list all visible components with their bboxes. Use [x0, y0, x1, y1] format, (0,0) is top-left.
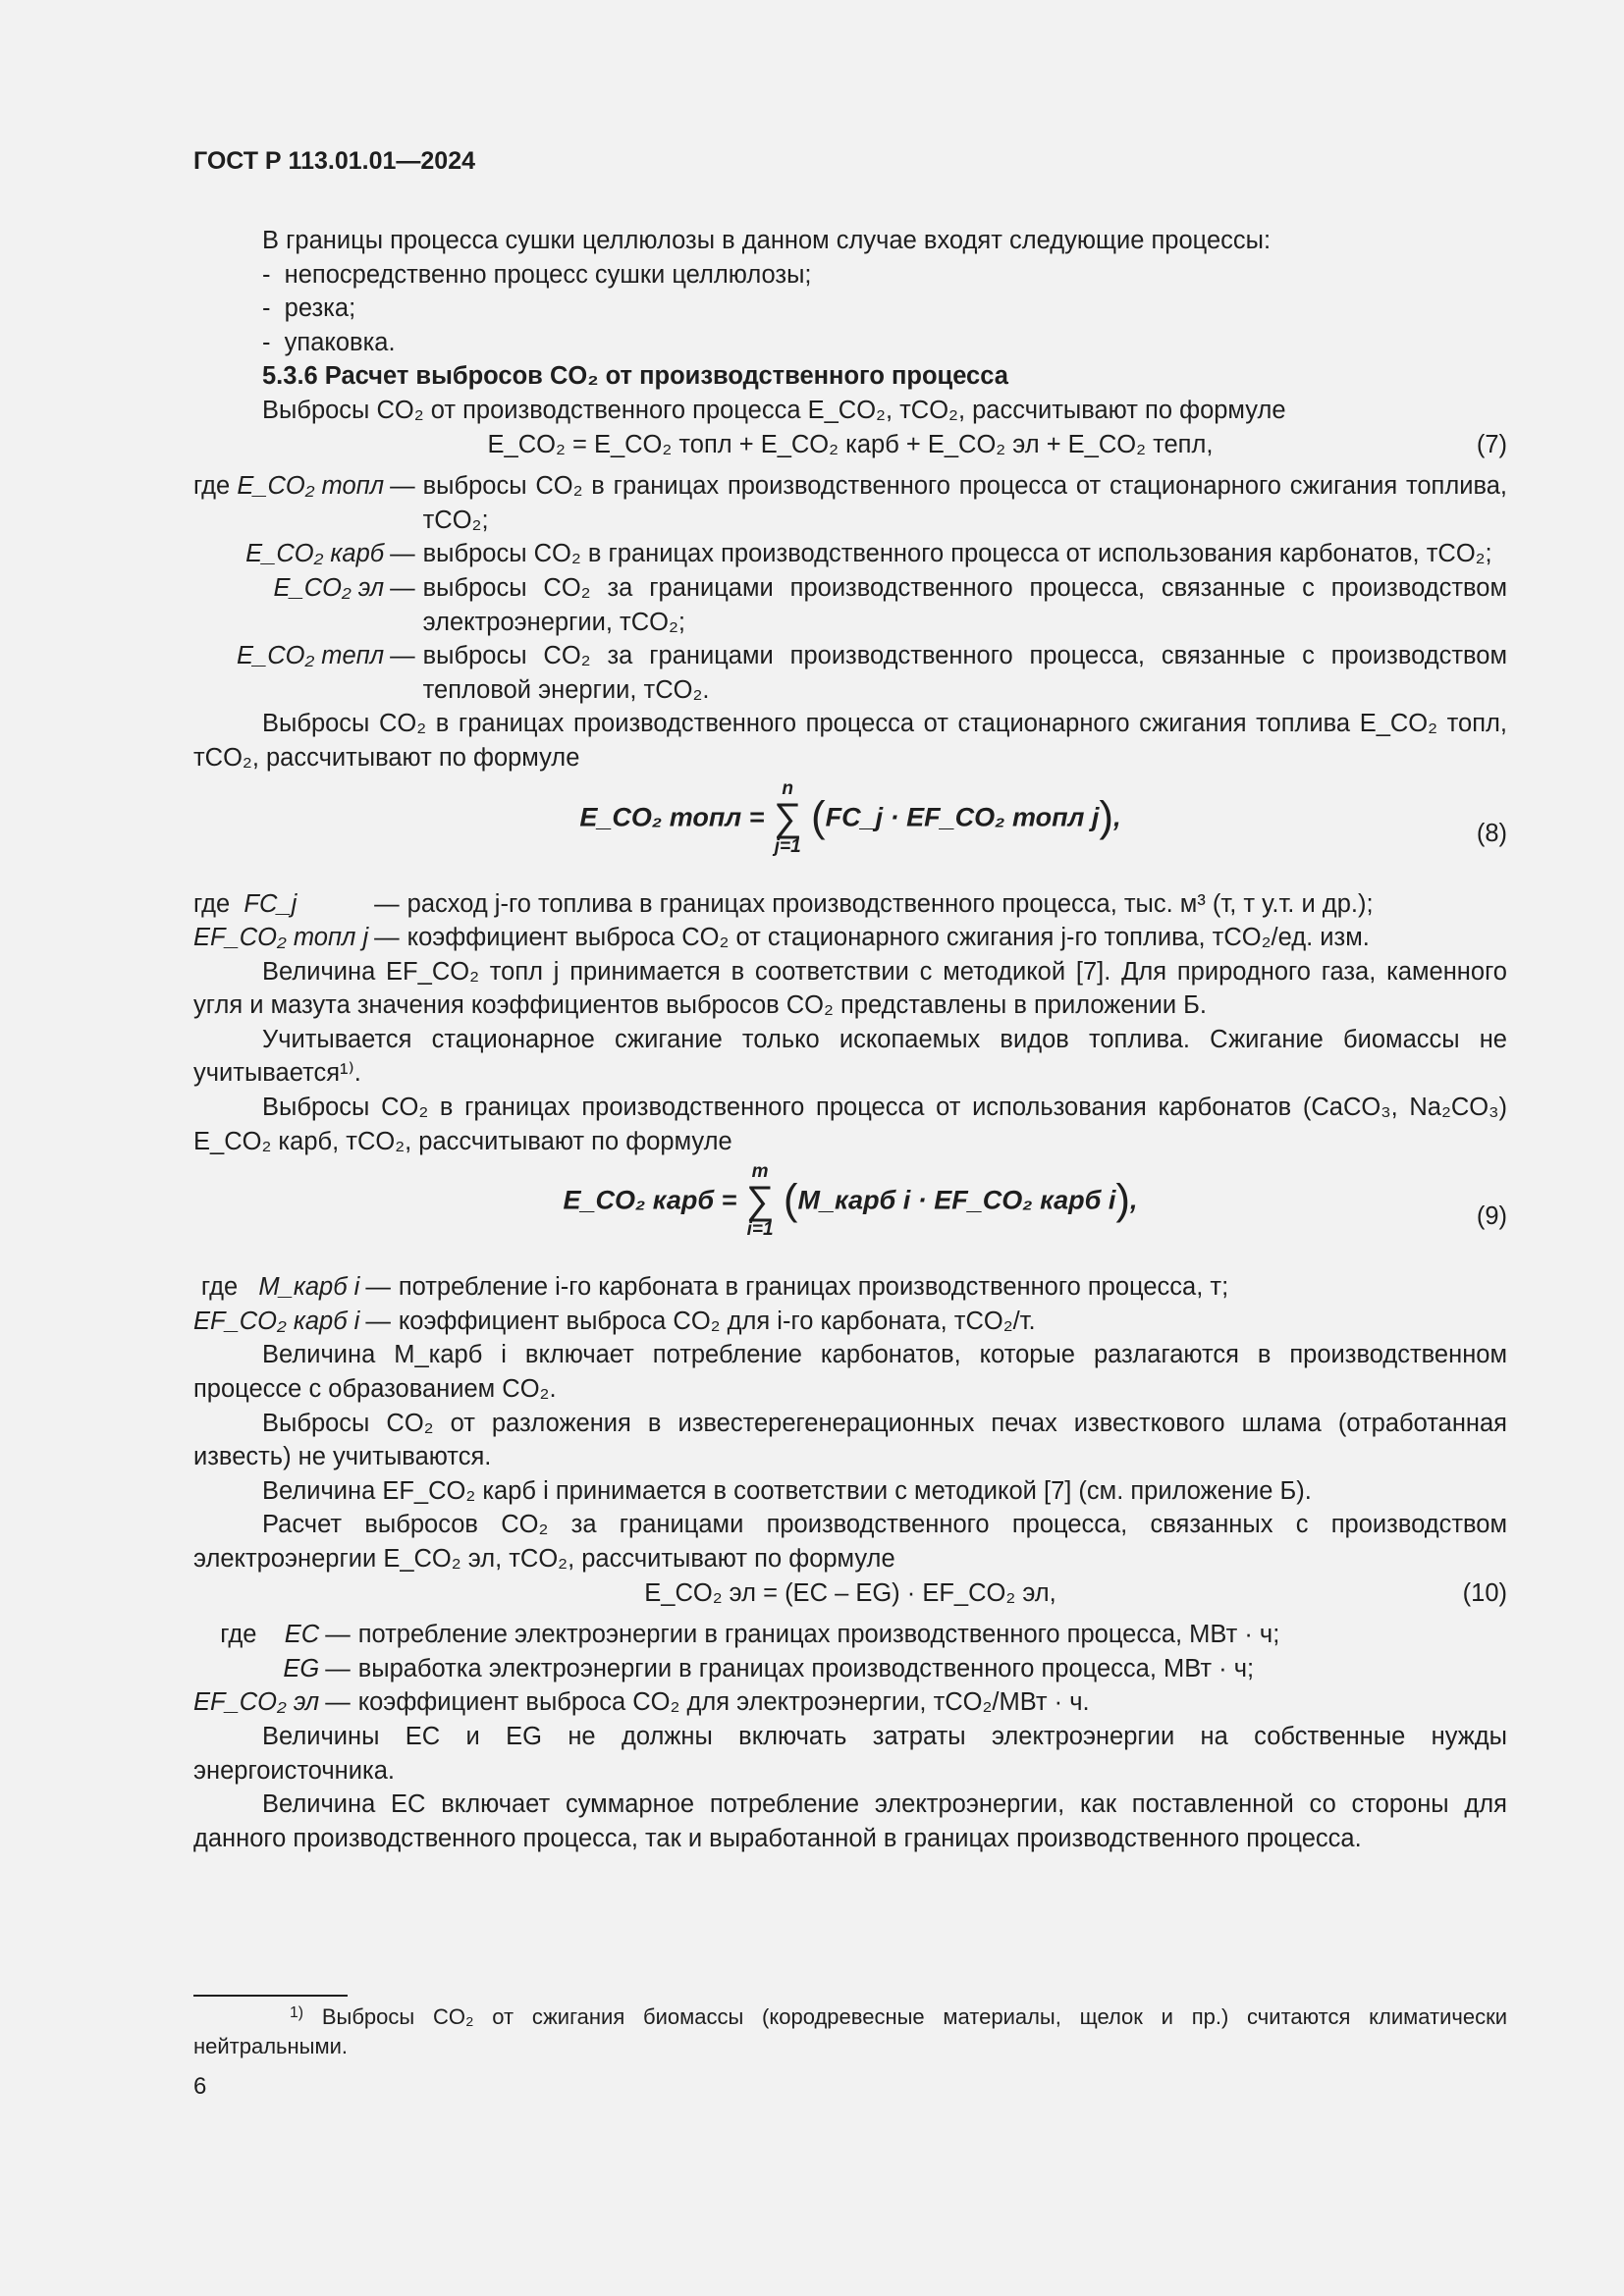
list-item: - непосредственно процесс сушки целлюлозы; — [262, 260, 812, 289]
where-definition: выбросы CO₂ в границах производственного процесса от стационарного сжигания топлива, тCO₂; — [422, 472, 1507, 534]
where-list-10: где EC — потребление электроэнергии в границах производственного процесса, МВт · ч; EG — выработка электроэнергии в границах производственного процесса, МВт · ч; EF_CO₂ эл — коэффициент выброса CO₂ для электроэнергии, тCO₂/МВт · ч. — [193, 1618, 1279, 1720]
where-list-9: где M_карб i — потребление i-го карбоната в границах производственного процесса, т; EF_CO₂ карб i — коэффициент выброса CO₂ для i-го карбоната, тCO₂/т. — [193, 1270, 1228, 1338]
where-definition: выбросы CO₂ в границах производственного процесса от использования карбонатов, тCO₂; — [422, 540, 1492, 568]
where-definition: коэффициент выброса CO₂ от стационарного сжигания j-го топлива, тCO₂/ед. изм. — [406, 924, 1370, 952]
where-term: E_CO₂ эл — [273, 573, 385, 602]
formula-9: E_CO₂ карб = m ∑ i=1 (M_карб i · EF_CO₂ карб i), (9) — [563, 1161, 1507, 1241]
where-term: где E_CO₂ топл — [193, 472, 385, 501]
paragraph: Учитывается стационарное сжигание только ископаемых видов топлива. Сжигание биомассы не учитывается¹⁾. — [193, 1025, 1507, 1088]
list-item: - резка; — [262, 294, 356, 323]
where-definition: расход j-го топлива в границах производственного процесса, тыс. м³ (т, т у.т. и др.); — [406, 889, 1374, 918]
where-list-7: где E_CO₂ топл — выбросы CO₂ в границах производственного процесса от стационарного сжигания топлива, тCO₂; E_CO₂ карб — выбросы CO₂ в границах производственного процесса от использования карбонатов, тCO₂; E_CO₂ эл — выбросы CO₂ за границами производственного процесса, связанные с производством электроэнергии, тCO₂; E_CO₂ тепл — выбросы CO₂ за границами производственного процесса, связанные с производством тепловой энергии, тCO₂. — [193, 469, 1507, 707]
footnote-text: Выбросы CO₂ от сжигания биомассы (кородревесные материалы, щелок и пр.) считаются климатически нейтральными. — [193, 2004, 1507, 2058]
where-term: где M_карб i — [200, 1273, 360, 1302]
where-definition: выбросы CO₂ за границами производственного процесса, связанные с производством тепловой энергии, тCO₂. — [422, 642, 1507, 704]
where-definition: коэффициент выброса CO₂ для электроэнергии, тCO₂/МВт · ч. — [357, 1688, 1090, 1717]
paragraph: Выбросы CO₂ от производственного процесса E_CO₂, тCO₂, рассчитывают по формуле — [262, 396, 1286, 424]
paragraph: Выбросы CO₂ от разложения в известерегенерационных печах известкового шлама (отработанная известь) не учитываются. — [193, 1409, 1507, 1471]
paragraph: Выбросы CO₂ в границах производственного процесса от стационарного сжигания топлива E_CO₂ топл, тCO₂, рассчитывают по формуле — [193, 710, 1507, 772]
paragraph: Расчет выбросов CO₂ за границами производственного процесса, связанных с производством электроэнергии E_CO₂ эл, тCO₂, рассчитывают по формуле — [193, 1511, 1507, 1573]
where-term: EG — [283, 1654, 320, 1682]
page-content — [193, 224, 1507, 1855]
list-item: - упаковка. — [262, 328, 396, 356]
formula-9-lhs: E_CO₂ карб — [563, 1185, 715, 1215]
where-term: E_CO₂ тепл — [237, 642, 385, 670]
where-definition: выработка электроэнергии в границах производственного процесса, МВт · ч; — [357, 1654, 1255, 1682]
where-term: E_CO₂ карб — [245, 540, 385, 568]
where-list-8: где FC_j — расход j-го топлива в границах производственного процесса, тыс. м³ (т, т у.т. и др.); EF_CO₂ топл j — коэффициент выброса CO₂ от стационарного сжигания j-го топлива, тCO₂/ед. изм. — [193, 887, 1374, 955]
page-number: 6 — [193, 2073, 207, 2100]
paragraph: Величина EF_CO₂ карб i принимается в соответствии с методикой [7] (см. приложение Б). — [262, 1476, 1312, 1505]
where-term: EF_CO₂ топл j — [193, 924, 369, 952]
paragraph: Величина EF_CO₂ топл j принимается в соответствии с методикой [7]. Для природного газа, каменного угля и мазута значения коэффициентов выбросов CO₂ представлены в приложении Б. — [193, 957, 1507, 1020]
sum-operator: n ∑ j=1 — [773, 777, 802, 857]
formula-8-term: FC_j · EF_CO₂ топл j — [825, 802, 1100, 832]
formula-7 — [193, 428, 1507, 462]
footnote — [193, 2002, 1507, 2061]
paragraph: Величина EC включает суммарное потребление электроэнергии, как поставленной со стороны для данного производственного процесса, так и выработанной в границах производственного процесса. — [193, 1790, 1507, 1852]
where-term: где EC — [220, 1621, 320, 1649]
where-definition: потребление i-го карбоната в границах производственного процесса, т; — [398, 1273, 1229, 1302]
where-definition: выбросы CO₂ за границами производственного процесса, связанные с производством электроэнергии, тCO₂; — [422, 573, 1507, 636]
formula-7-number: (7) — [1476, 430, 1507, 458]
formula-9-number: (9) — [1476, 1202, 1507, 1231]
where-term: EF_CO₂ эл — [193, 1688, 320, 1717]
paragraph: Выбросы CO₂ в границах производственного процесса от использования карбонатов (CaCO₃, Na₂CO₃) E_CO₂ карб, тCO₂, рассчитывают по формуле — [193, 1094, 1507, 1155]
section-heading: 5.3.6 Расчет выбросов CO₂ от производственного процесса — [262, 362, 1008, 391]
where-term: где FC_j — [193, 889, 298, 918]
formula-7-body: E_CO₂ = E_CO₂ топл + E_CO₂ карб + E_CO₂ эл + E_CO₂ тепл, — [487, 430, 1214, 458]
formula-10-number: (10) — [1462, 1578, 1507, 1607]
formula-10 — [193, 1576, 1507, 1611]
where-definition: коэффициент выброса CO₂ для i-го карбоната, тCO₂/т. — [398, 1307, 1036, 1335]
where-definition: потребление электроэнергии в границах производственного процесса, МВт · ч; — [357, 1621, 1280, 1649]
formula-8: E_CO₂ топл = n ∑ j=1 (FC_j · EF_CO₂ топл j), (8) — [579, 777, 1507, 857]
formula-9-term: M_карб i · EF_CO₂ карб i — [797, 1185, 1116, 1215]
footnote-mark: 1) — [290, 2003, 304, 2021]
formula-8-number: (8) — [1476, 819, 1507, 847]
where-term: EF_CO₂ карб i — [193, 1307, 360, 1335]
formula-8-lhs: E_CO₂ топл — [579, 802, 742, 832]
paragraph: Величины EC и EG не должны включать затраты электроэнергии на собственные нужды энергоисточника. — [193, 1722, 1507, 1785]
formula-10-body: E_CO₂ эл = (EC – EG) · EF_CO₂ эл, — [644, 1578, 1056, 1607]
document-header: ГОСТ Р 113.01.01—2024 — [193, 147, 476, 175]
paragraph: В границы процесса сушки целлюлозы в данном случае входят следующие процессы: — [262, 227, 1272, 254]
paragraph: Величина M_карб i включает потребление карбонатов, которые разлагаются в производственном процессе с образованием CO₂. — [193, 1341, 1507, 1404]
footnote-separator — [193, 1995, 348, 1997]
sum-operator: m ∑ i=1 — [745, 1161, 775, 1241]
